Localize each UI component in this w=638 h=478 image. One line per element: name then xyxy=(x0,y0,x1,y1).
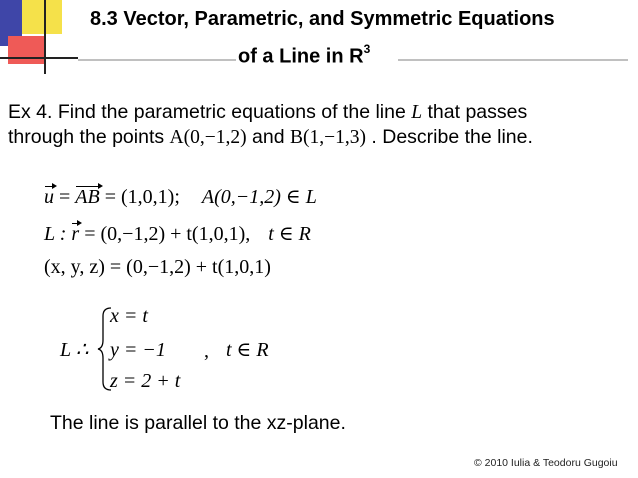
equation-vector-form xyxy=(44,221,311,246)
eq2-lhs: L : xyxy=(44,223,72,245)
example-text-2: that passes xyxy=(422,101,528,123)
example-line-1 xyxy=(8,100,533,125)
eq1-point: A(0,−1,2) ∈ L xyxy=(201,186,317,208)
example-text-1: Find the parametric equations of the line xyxy=(52,101,412,123)
eq2-param: t ∈ R xyxy=(268,223,311,245)
system-param: t ∈ R xyxy=(226,339,269,361)
eq1-rest: = (1,0,1); xyxy=(99,186,180,208)
logo-yellow-square xyxy=(18,0,62,34)
system-comma: , xyxy=(204,340,209,362)
copyright-footer: © 2010 Iulia & Teodoru Gugoiu xyxy=(474,457,618,469)
slide-title-superscript: 3 xyxy=(363,42,371,56)
logo-red-square xyxy=(8,36,44,64)
point-b: B(1,−1,3) xyxy=(290,127,366,148)
example-text-3: through the points xyxy=(8,126,170,148)
slide-title-line2 xyxy=(238,44,370,69)
equation-coordinate-form: (x, y, z) = (0,−1,2) + t(1,0,1) xyxy=(44,256,271,278)
example-text-4: . Describe the line. xyxy=(366,126,533,148)
vector-r: r xyxy=(71,223,80,245)
eq1-equals: = xyxy=(54,186,76,208)
eq2-rest: = (0,−1,2) + t(1,0,1), xyxy=(79,223,251,245)
conclusion-text: The line is parallel to the xz-plane. xyxy=(50,412,346,434)
example-statement xyxy=(8,100,533,150)
slide-title-line1: 8.3 Vector, Parametric, and Symmetric Equations xyxy=(90,8,555,30)
system-row-y: y = −1 xyxy=(110,339,166,361)
vector-u: u xyxy=(44,186,54,208)
system-label: L ∴ xyxy=(60,339,89,361)
title-rule-left xyxy=(78,59,236,61)
title-rule-right xyxy=(398,59,628,61)
system-row-z: z = 2 + t xyxy=(110,370,181,392)
example-line-2 xyxy=(8,125,533,150)
vector-ab: AB xyxy=(75,186,100,208)
logo-vertical-line xyxy=(44,0,46,74)
line-name: L xyxy=(411,102,423,123)
example-label: Ex 4. xyxy=(8,101,53,123)
slide-title-text: of a Line in R xyxy=(238,45,364,68)
point-a: A(0,−1,2) xyxy=(169,127,247,148)
example-text-and: and xyxy=(246,126,290,148)
logo-horizontal-line xyxy=(0,57,78,59)
system-row-x: x = t xyxy=(110,305,148,327)
equation-direction-vector xyxy=(44,184,317,209)
